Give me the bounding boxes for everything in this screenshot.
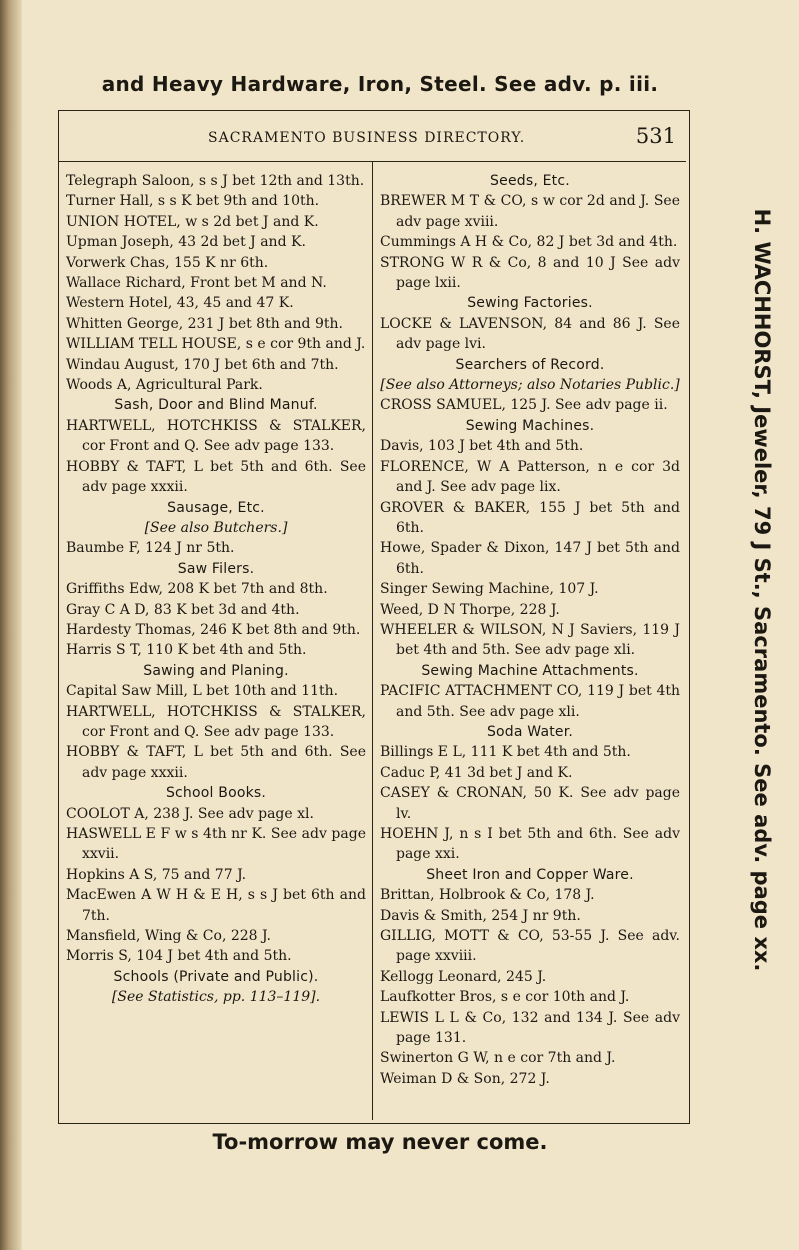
directory-entry: Western Hotel, 43, 45 and 47 K. — [66, 295, 294, 312]
directory-entry: Davis & Smith, 254 J nr 9th. — [380, 907, 581, 924]
directory-entry: CROSS SAMUEL, 125 J. See adv page ii. — [380, 397, 668, 414]
category-heading: Searchers of Record. — [455, 356, 605, 373]
category-heading: Sewing Factories. — [467, 295, 593, 312]
directory-entry: Capital Saw Mill, L bet 10th and 11th. — [66, 683, 339, 700]
category-heading: Sash, Door and Blind Manuf. — [114, 397, 318, 414]
directory-entry: Morris S, 104 J bet 4th and 5th. — [66, 948, 292, 965]
directory-title: SACRAMENTO BUSINESS DIRECTORY. — [208, 130, 526, 146]
directory-entry: GILLIG, MOTT & CO, 53-55 J. See adv. page xxviii. — [380, 928, 680, 965]
directory-entry: CASEY & CRONAN, 50 K. See adv page lv. — [380, 785, 680, 822]
category-heading: Sewing Machines. — [465, 417, 595, 434]
directory-entry: HASWELL E F w s 4th nr K. See adv page xxvii. — [66, 826, 366, 863]
category-heading: Sewing Machine Attachments. — [421, 662, 639, 679]
directory-entry: HARTWELL, HOTCHKISS & STALKER, cor Front and Q. See adv page 133. — [66, 703, 366, 740]
top-advertisement: and Heavy Hardware, Iron, Steel. See adv. p. iii. — [101, 72, 659, 96]
directory-entry: Griffiths Edw, 208 K bet 7th and 8th. — [66, 581, 328, 598]
directory-entry: STRONG W R & Co, 8 and 10 J See adv page lxii. — [380, 254, 680, 292]
directory-entry: Gray C A D, 83 K bet 3d and 4th. — [66, 601, 300, 618]
directory-entry: WHEELER & WILSON, N J Saviers, 119 J bet 4th and 5th. See adv page xli. — [380, 621, 680, 659]
category-heading: Sausage, Etc. — [167, 499, 265, 516]
running-header — [58, 124, 690, 150]
directory-entry: Woods A, Agricultural Park. — [66, 377, 263, 394]
directory-entry: Davis, 103 J bet 4th and 5th. — [380, 438, 584, 455]
directory-entry: Howe, Spader & Dixon, 147 J bet 5th and 6th. — [380, 540, 680, 577]
directory-entry: LOCKE & LAVENSON, 84 and 86 J. See adv page lvi. — [380, 315, 680, 353]
directory-entry: Laufkotter Bros, s e cor 10th and J. — [380, 989, 630, 1006]
directory-entry: WILLIAM TELL HOUSE, s e cor 9th and J. — [66, 336, 366, 353]
directory-entry: HOBBY & TAFT, L bet 5th and 6th. See adv page xxxii. — [66, 744, 366, 781]
directory-entry: HARTWELL, HOTCHKISS & STALKER, cor Front and Q. See adv page 133. — [66, 417, 366, 455]
directory-entry: Weed, D N Thorpe, 228 J. — [380, 601, 560, 618]
directory-entry: Telegraph Saloon, s s J bet 12th and 13th. — [66, 173, 365, 189]
directory-entry: BREWER M T & CO, s w cor 2d and J. See adv page xviii. — [380, 193, 680, 230]
directory-entry: Turner Hall, s s K bet 9th and 10th. — [66, 193, 320, 210]
directory-entry: Singer Sewing Machine, 107 J. — [380, 581, 599, 598]
directory-entry: Mansfield, Wing & Co, 228 J. — [66, 928, 271, 945]
column-divider — [372, 162, 373, 1120]
directory-entry: COOLOT A, 238 J. See adv page xl. — [66, 805, 314, 822]
directory-entry: Upman Joseph, 43 2d bet J and K. — [66, 234, 306, 251]
directory-entry: LEWIS L L & Co, 132 and 134 J. See adv page 131. — [380, 1009, 680, 1047]
directory-entry: PACIFIC ATTACHMENT CO, 119 J bet 4th and 5th. See adv page xli. — [380, 683, 680, 720]
directory-entry: GROVER & BAKER, 155 J bet 5th and 6th. — [380, 499, 680, 536]
category-heading: Sawing and Planing. — [143, 662, 289, 679]
right-column — [380, 171, 680, 1089]
directory-entry: Hopkins A S, 75 and 77 J. — [66, 866, 247, 883]
directory-entry: Hardesty Thomas, 246 K bet 8th and 9th. — [66, 621, 361, 638]
directory-entry: Billings E L, 111 K bet 4th and 5th. — [380, 744, 631, 761]
category-heading: Saw Filers. — [177, 560, 255, 577]
category-heading: School Books. — [165, 785, 267, 802]
directory-entry: Caduc P, 41 3d bet J and K. — [380, 764, 573, 781]
directory-entry: Brittan, Holbrook & Co, 178 J. — [380, 887, 595, 904]
directory-entry: MacEwen A W H & E H, s s J bet 6th and 7th. — [66, 887, 366, 924]
directory-entry: Whitten George, 231 J bet 8th and 9th. — [66, 315, 343, 332]
cross-reference-note: [See also Butchers.] — [144, 519, 288, 536]
directory-entry: FLORENCE, W A Patterson, n e cor 3d and J. See adv page lix. — [380, 458, 680, 496]
directory-entry: Cummings A H & Co, 82 J bet 3d and 4th. — [380, 234, 678, 251]
directory-entry: Vorwerk Chas, 155 K nr 6th. — [66, 254, 269, 271]
cross-reference-note: [See Statistics, pp. 113–119]. — [111, 989, 321, 1006]
directory-entry: Baumbe F, 124 J nr 5th. — [66, 540, 235, 557]
page-number: 531 — [635, 124, 676, 148]
category-heading: Soda Water. — [486, 723, 574, 740]
directory-entry: Kellogg Leonard, 245 J. — [380, 968, 547, 985]
cross-reference-note: [See also Attorneys; also Notaries Public.] — [380, 377, 680, 394]
left-column — [66, 171, 366, 1008]
category-heading: Schools (Private and Public). — [113, 968, 319, 985]
directory-entry: UNION HOTEL, w s 2d bet J and K. — [66, 213, 319, 230]
bottom-advertisement: To-morrow may never come. — [212, 1130, 548, 1154]
directory-entry: Wallace Richard, Front bet M and N. — [66, 275, 327, 292]
directory-entry: HOEHN J, n s I bet 5th and 6th. See adv page xxi. — [380, 826, 680, 863]
directory-entry: Weiman D & Son, 272 J. — [380, 1070, 550, 1087]
directory-entry: Windau August, 170 J bet 6th and 7th. — [66, 356, 339, 373]
page-edge — [0, 0, 22, 1250]
directory-entry: Swinerton G W, n e cor 7th and J. — [380, 1050, 616, 1067]
category-heading: Sheet Iron and Copper Ware. — [426, 866, 634, 883]
category-heading: Seeds, Etc. — [490, 173, 570, 189]
side-advertisement-text: H. WACHHORST, Jeweler, 79 J St., Sacramento. See adv. page xx. — [750, 208, 774, 972]
directory-entry: HOBBY & TAFT, L bet 5th and 6th. See adv page xxxii. — [66, 458, 366, 496]
directory-entry: Harris S T, 110 K bet 4th and 5th. — [66, 642, 307, 659]
